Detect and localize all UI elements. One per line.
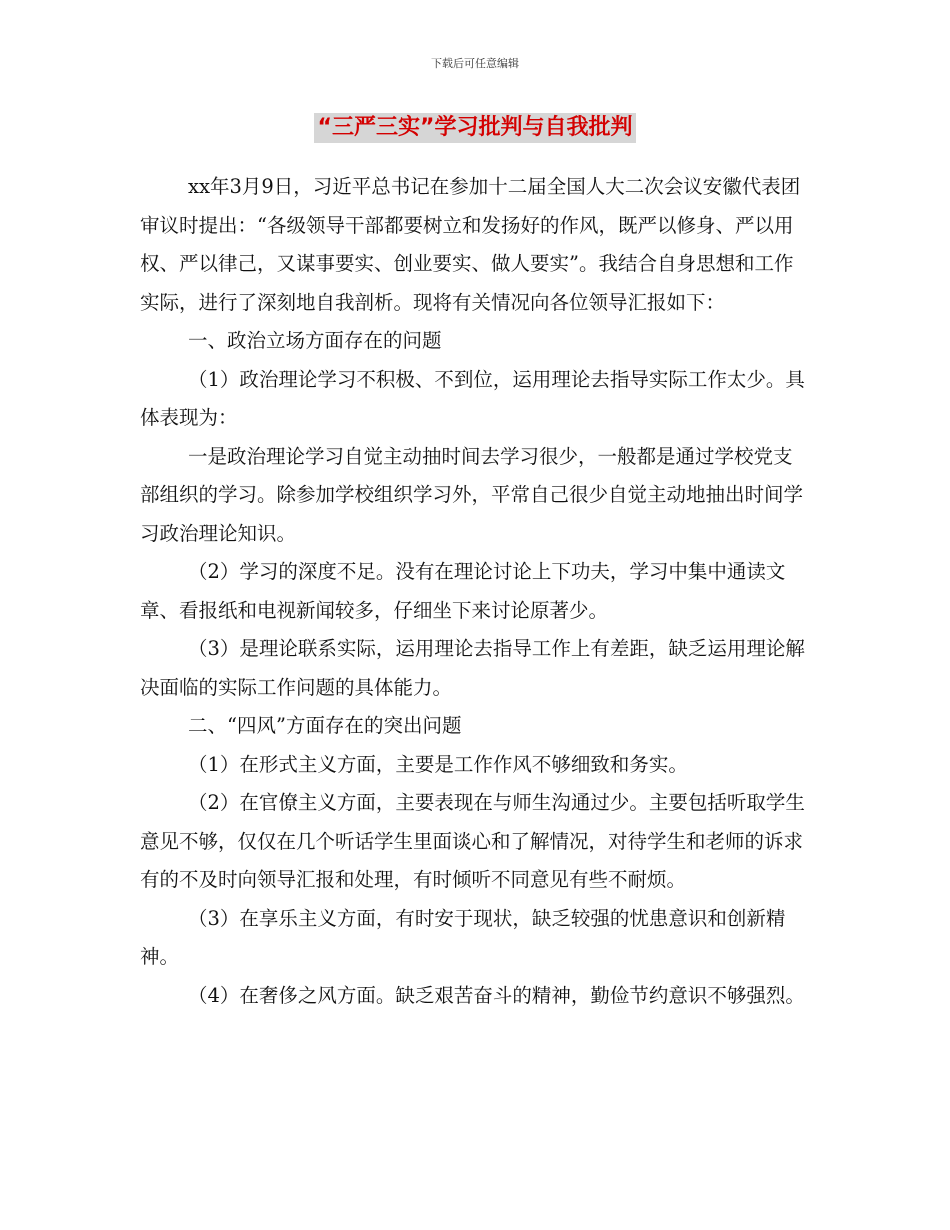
paragraph: （1）在形式主义方面，主要是工作作风不够细致和务实。 xyxy=(188,752,688,776)
paragraph: （4）在奢侈之风方面。缺乏艰苦奋斗的精神，勤俭节约意识不够强烈。 xyxy=(188,983,805,1007)
paragraph: （3）是理论联系实际，运用理论去指导工作上有差距，缺乏运用理论解决面临的实际工作问题的具体能力。 xyxy=(140,637,805,699)
paragraph: （1）政治理论学习不积极、不到位，运用理论去指导实际工作太少。具体表现为： xyxy=(140,367,805,429)
title-container xyxy=(0,113,950,143)
section-heading-2: 二、“四风”方面存在的突出问题 xyxy=(188,714,462,737)
paragraph: 一是政治理论学习自觉主动抽时间去学习很少，一般都是通过学校党支部组织的学习。除参加学校组织学习外，平常自己很少自觉主动地抽出时间学习政治理论知识。 xyxy=(140,444,804,545)
paragraph-intro: xx年3月9日，习近平总书记在参加十二届全国人大二次会议安徽代表团审议时提出：“各级领导干部都要树立和发扬好的作风，既严以修身、严以用权、严以律己，又谋事要实、创业要实、做人要实”。我结合自身思想和工作实际，进行了深刻地自我剖析。现将有关情况向各位领导汇报如下： xyxy=(140,175,801,314)
document-title: “三严三实”学习批判与自我批判 xyxy=(314,113,637,143)
document-body xyxy=(140,168,810,1015)
paragraph: （2）学习的深度不足。没有在理论讨论上下功夫，学习中集中通读文章、看报纸和电视新闻较多，仔细坐下来讨论原著少。 xyxy=(140,560,786,622)
paragraph: （2）在官僚主义方面，主要表现在与师生沟通过少。主要包括听取学生意见不够，仅仅在几个听话学生里面谈心和了解情况，对待学生和老师的诉求有的不及时向领导汇报和处理，有时倾听不同意见有些不耐烦。 xyxy=(140,791,805,891)
paragraph: （3）在享乐主义方面，有时安于现状，缺乏较强的忧患意识和创新精神。 xyxy=(140,906,786,968)
page-header-note: 下载后可任意编辑 xyxy=(431,57,519,70)
section-heading-1: 一、政治立场方面存在的问题 xyxy=(188,329,442,352)
